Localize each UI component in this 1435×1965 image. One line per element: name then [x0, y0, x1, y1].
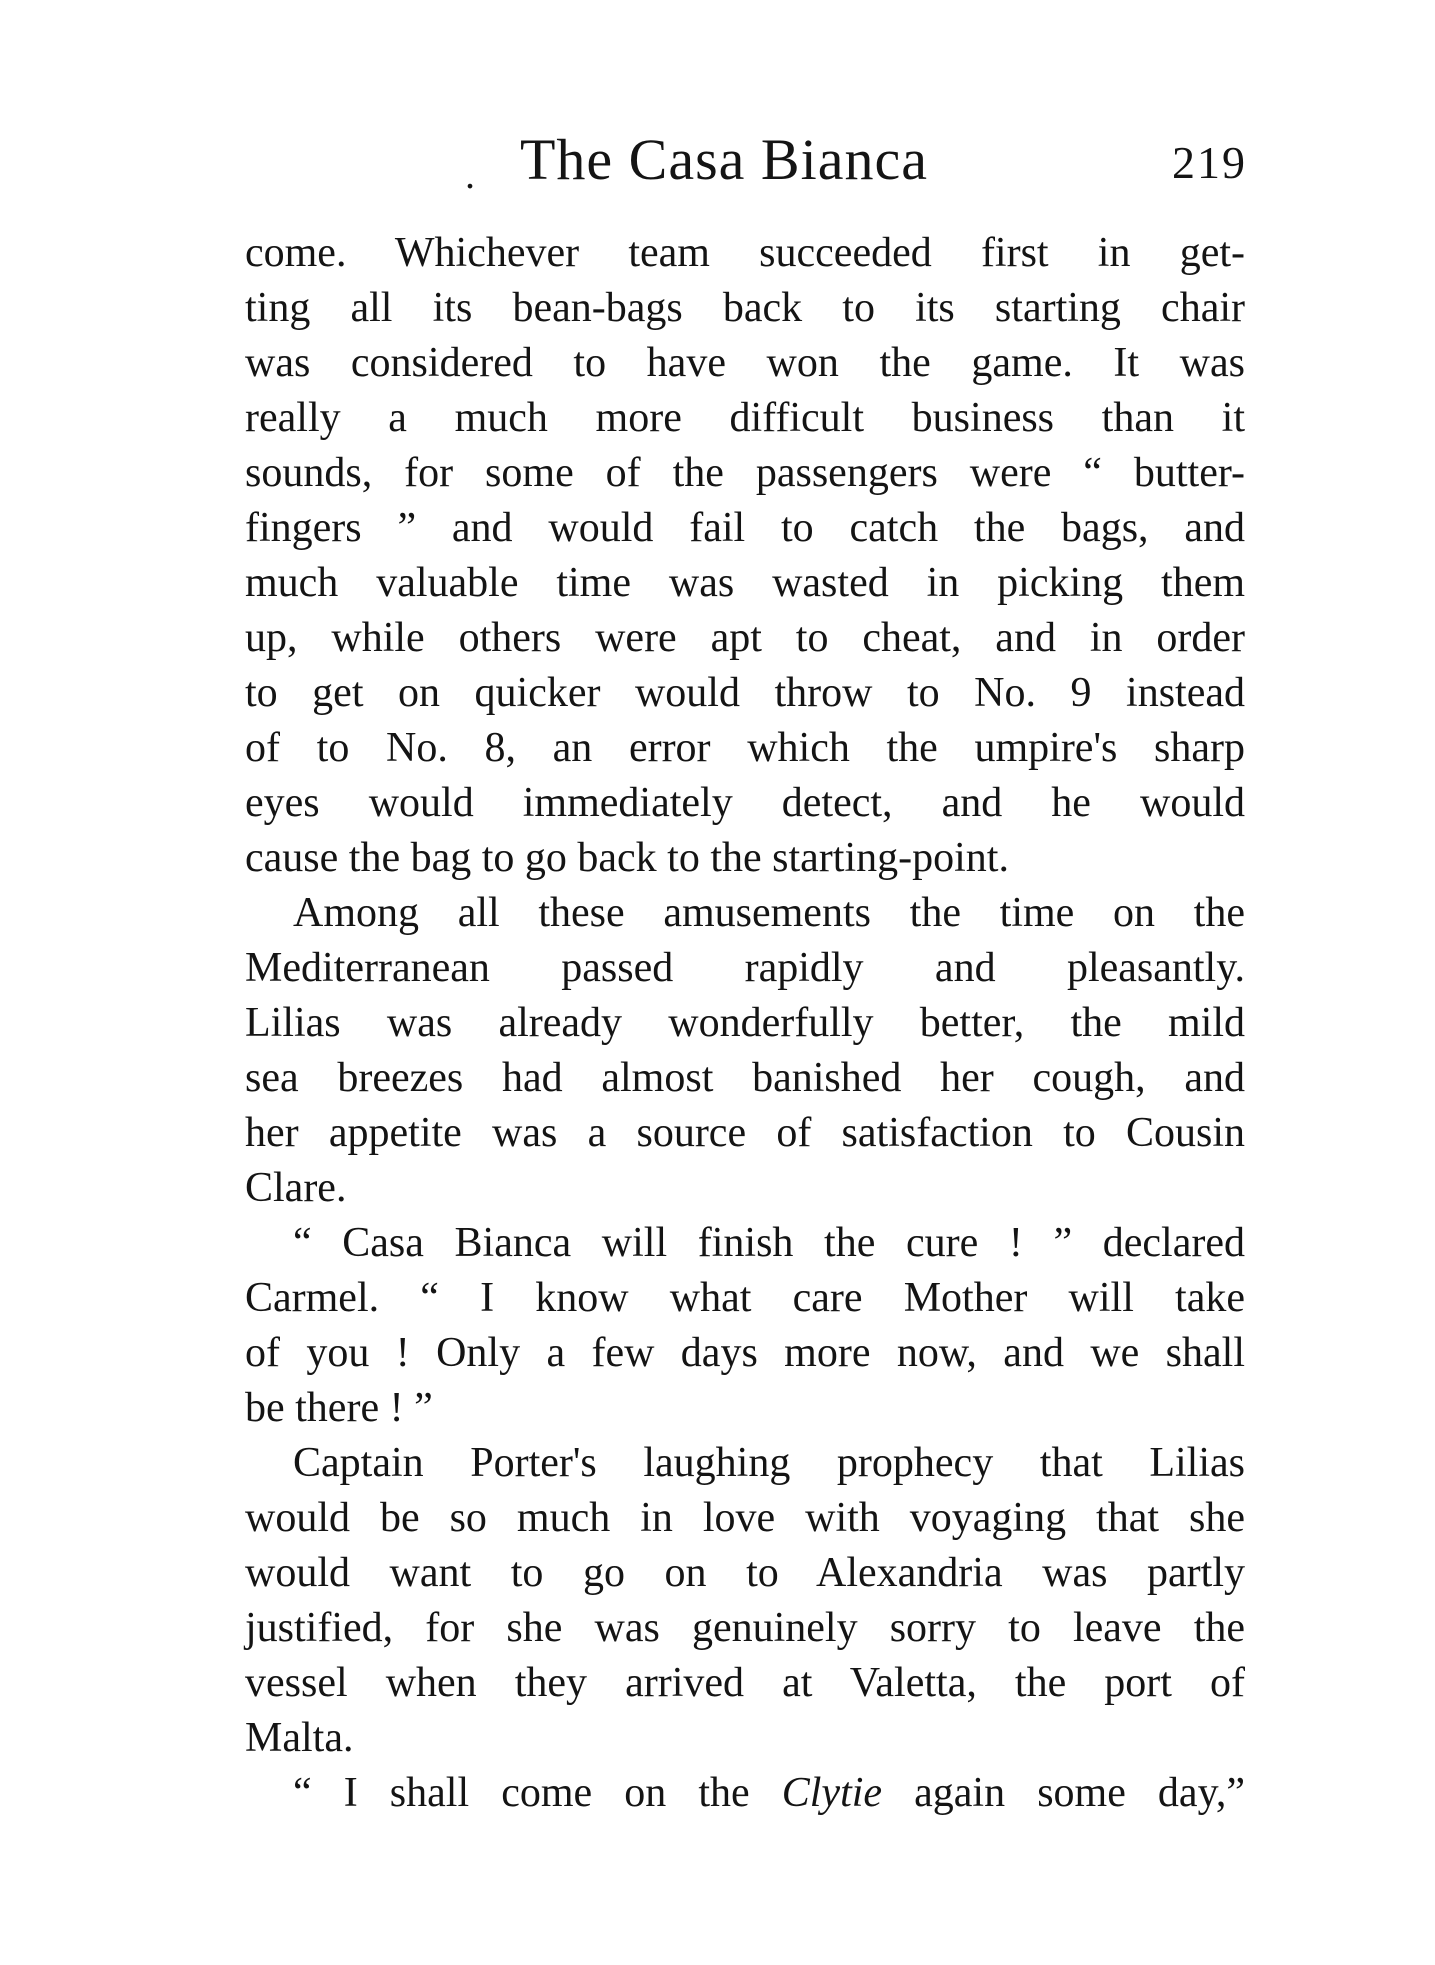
text-line: fingers ” and would fail to catch the bags, and — [245, 505, 1245, 551]
text-line: Captain Porter's laughing prophecy that Lilias — [293, 1440, 1245, 1486]
text-line: ting all its bean-bags back to its starting chair — [245, 285, 1245, 331]
text-line: justified, for she was genuinely sorry to leave the — [245, 1605, 1245, 1651]
ship-name: Clytie — [781, 1770, 883, 1816]
text-line: eyes would immediately detect, and he would — [245, 780, 1245, 826]
text-line: would want to go on to Alexandria was partly — [245, 1550, 1245, 1596]
text-line: would be so much in love with voyaging that she — [245, 1495, 1245, 1541]
text-line: sea breezes had almost banished her cough, and — [245, 1055, 1245, 1101]
page-number: 219 — [1172, 137, 1247, 188]
text-line: sounds, for some of the passengers were “ butter- — [245, 450, 1245, 496]
text-line: Malta. — [245, 1715, 354, 1761]
text-line: Carmel. “ I know what care Mother will take — [245, 1275, 1245, 1321]
text-line: Clare. — [245, 1165, 347, 1211]
text-line: of you ! Only a few days more now, and we shall — [245, 1330, 1245, 1376]
text-line: much valuable time was wasted in picking them — [245, 560, 1245, 606]
text-line: up, while others were apt to cheat, and in order — [245, 615, 1245, 661]
text-line: of to No. 8, an error which the umpire's sharp — [245, 725, 1245, 771]
running-title: The Casa Bianca — [520, 127, 928, 192]
text-line: was considered to have won the game. It was — [245, 340, 1245, 386]
text-line: vessel when they arrived at Valetta, the port of — [245, 1660, 1245, 1706]
text-line: Lilias was already wonderfully better, the mild — [245, 1000, 1245, 1046]
final-line-end: again some day,” — [882, 1770, 1245, 1816]
text-line: Among all these amusements the time on the — [293, 890, 1245, 936]
text-line: cause the bag to go back to the starting-point. — [245, 835, 1009, 881]
text-line: her appetite was a source of satisfaction to Cousin — [245, 1110, 1245, 1156]
text-line: Mediterranean passed rapidly and pleasantly. — [245, 945, 1245, 991]
text-line: come. Whichever team succeeded first in get- — [245, 230, 1245, 276]
text-line: to get on quicker would throw to No. 9 instead — [245, 670, 1245, 716]
final-text-line — [245, 1766, 1245, 1821]
text-line: be there ! ” — [245, 1385, 433, 1431]
body-text — [245, 226, 1245, 1821]
text-line: “ Casa Bianca will finish the cure ! ” declared — [293, 1220, 1245, 1266]
header-marker: . — [465, 152, 475, 197]
running-header — [245, 125, 1245, 195]
text-line: really a much more difficult business than it — [245, 395, 1245, 441]
final-line-start: “ I shall come on the — [293, 1770, 782, 1816]
